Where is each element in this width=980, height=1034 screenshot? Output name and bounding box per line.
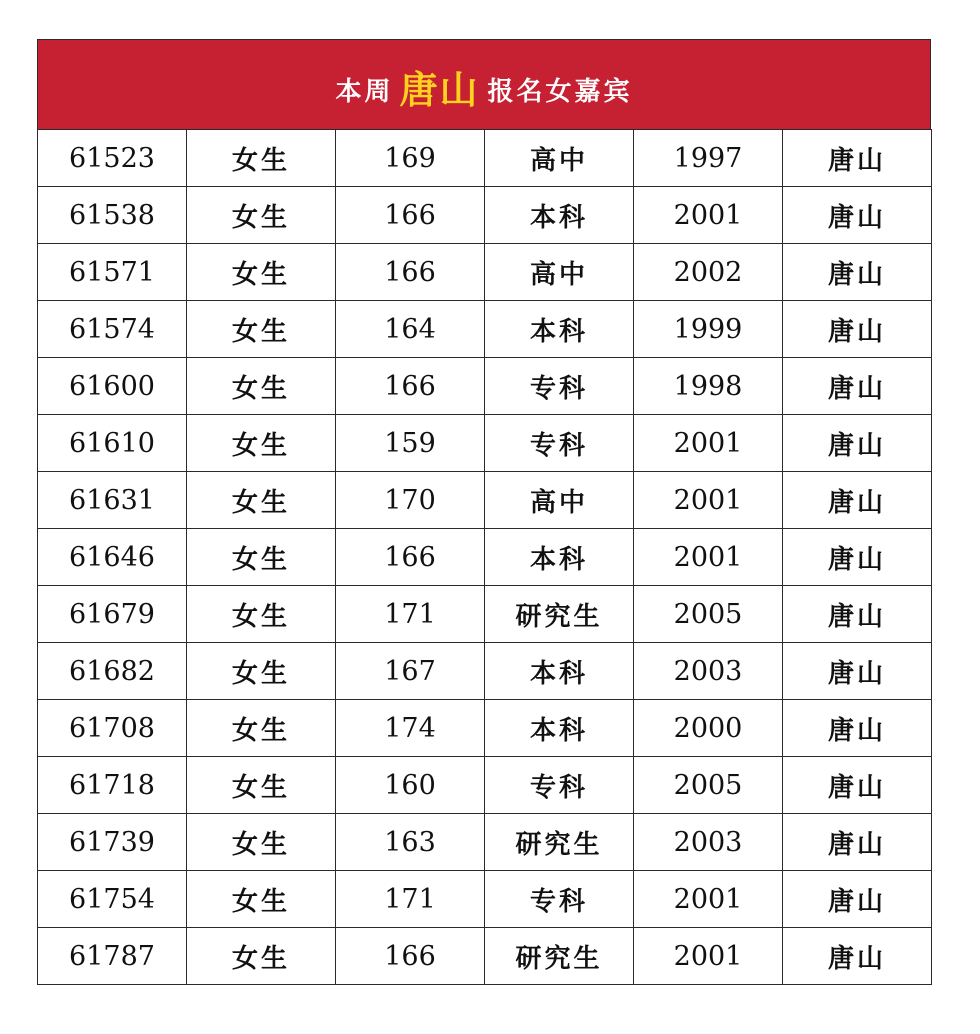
id-cell: 61631 — [38, 472, 187, 529]
birth-year-cell: 2001 — [634, 472, 783, 529]
birth-year-cell: 1998 — [634, 358, 783, 415]
education-cell: 高中 — [485, 244, 634, 301]
id-cell: 61679 — [38, 586, 187, 643]
id-cell: 61600 — [38, 358, 187, 415]
city-cell: 唐山 — [783, 415, 932, 472]
city-cell: 唐山 — [783, 700, 932, 757]
table-row — [38, 814, 932, 871]
gender-cell: 女生 — [187, 301, 336, 358]
birth-year-cell: 2002 — [634, 244, 783, 301]
city-cell: 唐山 — [783, 928, 932, 985]
gender-cell: 女生 — [187, 358, 336, 415]
table-row — [38, 700, 932, 757]
education-cell: 研究生 — [485, 928, 634, 985]
gender-cell: 女生 — [187, 244, 336, 301]
height-cell: 171 — [336, 871, 485, 928]
height-cell: 163 — [336, 814, 485, 871]
birth-year-cell: 2003 — [634, 643, 783, 700]
table-row — [38, 472, 932, 529]
banner-suffix: 报名女嘉宾 — [487, 77, 633, 107]
table-row — [38, 643, 932, 700]
education-cell: 专科 — [485, 757, 634, 814]
city-cell: 唐山 — [783, 643, 932, 700]
id-cell: 61739 — [38, 814, 187, 871]
table-row — [38, 358, 932, 415]
education-cell: 高中 — [485, 472, 634, 529]
education-cell: 本科 — [485, 643, 634, 700]
education-cell: 本科 — [485, 529, 634, 586]
education-cell: 本科 — [485, 301, 634, 358]
birth-year-cell: 2001 — [634, 871, 783, 928]
table-row — [38, 415, 932, 472]
height-cell: 160 — [336, 757, 485, 814]
gender-cell: 女生 — [187, 187, 336, 244]
gender-cell: 女生 — [187, 130, 336, 187]
birth-year-cell: 2001 — [634, 928, 783, 985]
gender-cell: 女生 — [187, 871, 336, 928]
gender-cell: 女生 — [187, 586, 336, 643]
gender-cell: 女生 — [187, 529, 336, 586]
birth-year-cell: 2000 — [634, 700, 783, 757]
city-cell: 唐山 — [783, 871, 932, 928]
city-cell: 唐山 — [783, 757, 932, 814]
city-cell: 唐山 — [783, 244, 932, 301]
id-cell: 61708 — [38, 700, 187, 757]
table-row — [38, 244, 932, 301]
education-cell: 研究生 — [485, 586, 634, 643]
gender-cell: 女生 — [187, 700, 336, 757]
id-cell: 61787 — [38, 928, 187, 985]
title-banner — [37, 39, 931, 129]
gender-cell: 女生 — [187, 928, 336, 985]
id-cell: 61718 — [38, 757, 187, 814]
id-cell: 61574 — [38, 301, 187, 358]
table-row — [38, 586, 932, 643]
roster-table — [37, 129, 932, 985]
education-cell: 研究生 — [485, 814, 634, 871]
education-cell: 专科 — [485, 358, 634, 415]
height-cell: 164 — [336, 301, 485, 358]
gender-cell: 女生 — [187, 643, 336, 700]
table-row — [38, 301, 932, 358]
birth-year-cell: 1997 — [634, 130, 783, 187]
birth-year-cell: 1999 — [634, 301, 783, 358]
table-row — [38, 871, 932, 928]
height-cell: 166 — [336, 928, 485, 985]
city-cell: 唐山 — [783, 586, 932, 643]
gender-cell: 女生 — [187, 415, 336, 472]
height-cell: 170 — [336, 472, 485, 529]
roster-sheet — [37, 39, 931, 985]
id-cell: 61571 — [38, 244, 187, 301]
height-cell: 167 — [336, 643, 485, 700]
city-cell: 唐山 — [783, 472, 932, 529]
height-cell: 166 — [336, 358, 485, 415]
education-cell: 专科 — [485, 871, 634, 928]
table-row — [38, 130, 932, 187]
birth-year-cell: 2001 — [634, 187, 783, 244]
education-cell: 本科 — [485, 700, 634, 757]
table-row — [38, 928, 932, 985]
id-cell: 61646 — [38, 529, 187, 586]
birth-year-cell: 2003 — [634, 814, 783, 871]
gender-cell: 女生 — [187, 757, 336, 814]
city-cell: 唐山 — [783, 301, 932, 358]
city-cell: 唐山 — [783, 187, 932, 244]
birth-year-cell: 2001 — [634, 529, 783, 586]
city-cell: 唐山 — [783, 130, 932, 187]
id-cell: 61754 — [38, 871, 187, 928]
id-cell: 61682 — [38, 643, 187, 700]
height-cell: 166 — [336, 244, 485, 301]
city-cell: 唐山 — [783, 529, 932, 586]
height-cell: 171 — [336, 586, 485, 643]
education-cell: 高中 — [485, 130, 634, 187]
id-cell: 61523 — [38, 130, 187, 187]
education-cell: 专科 — [485, 415, 634, 472]
height-cell: 166 — [336, 529, 485, 586]
banner-city: 唐山 — [399, 67, 480, 112]
table-row — [38, 757, 932, 814]
birth-year-cell: 2001 — [634, 415, 783, 472]
city-cell: 唐山 — [783, 814, 932, 871]
gender-cell: 女生 — [187, 472, 336, 529]
id-cell: 61610 — [38, 415, 187, 472]
birth-year-cell: 2005 — [634, 586, 783, 643]
gender-cell: 女生 — [187, 814, 336, 871]
birth-year-cell: 2005 — [634, 757, 783, 814]
table-row — [38, 529, 932, 586]
education-cell: 本科 — [485, 187, 634, 244]
height-cell: 159 — [336, 415, 485, 472]
city-cell: 唐山 — [783, 358, 932, 415]
roster-body — [38, 130, 932, 985]
height-cell: 166 — [336, 187, 485, 244]
table-row — [38, 187, 932, 244]
banner-prefix: 本周 — [335, 77, 394, 107]
height-cell: 169 — [336, 130, 485, 187]
id-cell: 61538 — [38, 187, 187, 244]
height-cell: 174 — [336, 700, 485, 757]
